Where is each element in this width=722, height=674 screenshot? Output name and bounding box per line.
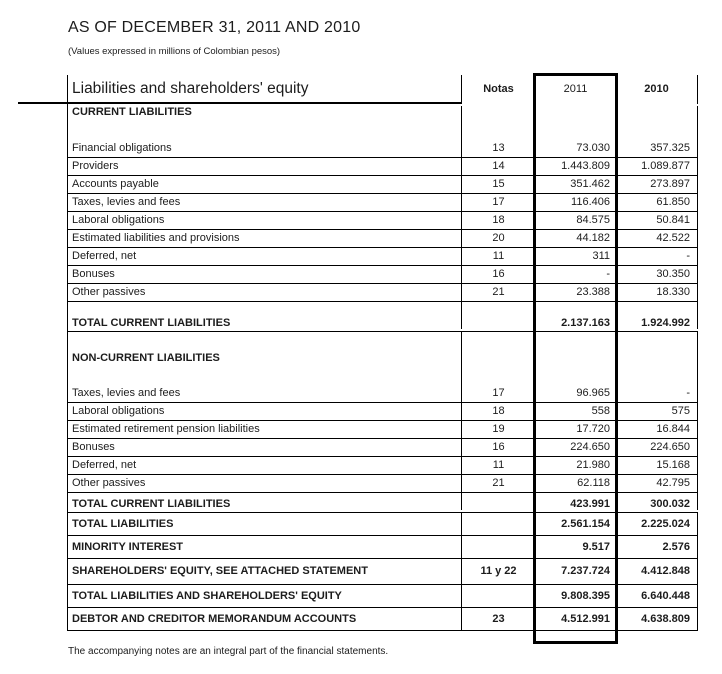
- row-label: Providers: [68, 158, 462, 175]
- row-label: TOTAL LIABILITIES AND SHAREHOLDERS' EQUITY: [68, 585, 462, 607]
- table-row: [68, 457, 698, 475]
- row-value-2010: 15.168: [616, 457, 698, 474]
- document-subtitle: (Values expressed in millions of Colombian pesos): [68, 46, 281, 57]
- row-value-2011: 7.237.724: [536, 559, 616, 584]
- row-notes: 21: [462, 475, 536, 492]
- row-label: TOTAL LIABILITIES: [68, 513, 462, 535]
- row-value-2011: 73.030: [536, 140, 616, 157]
- row-label: NON-CURRENT LIABILITIES: [68, 332, 462, 385]
- table-row-section: [68, 104, 698, 140]
- row-value-2010: 16.844: [616, 421, 698, 438]
- row-value-2010: 30.350: [616, 266, 698, 283]
- table-row: [68, 140, 698, 158]
- row-label: Laboral obligations: [68, 212, 462, 229]
- row-notes: 11: [462, 248, 536, 265]
- column-header-notes: Notas: [462, 75, 536, 104]
- row-label: Deferred, net: [68, 457, 462, 474]
- row-notes: 18: [462, 212, 536, 229]
- row-value-2011: [536, 106, 616, 140]
- row-value-2010: 300.032: [616, 493, 698, 510]
- row-notes: 23: [462, 608, 536, 630]
- row-notes: [462, 332, 536, 385]
- row-label: CURRENT LIABILITIES: [68, 106, 462, 140]
- row-notes: 19: [462, 421, 536, 438]
- row-notes: 13: [462, 140, 536, 157]
- row-notes: 17: [462, 385, 536, 402]
- row-value-2010: 1.089.877: [616, 158, 698, 175]
- balance-sheet-table: [67, 75, 698, 631]
- column-header-2011: 2011: [536, 75, 616, 104]
- row-value-2011: 84.575: [536, 212, 616, 229]
- row-label: DEBTOR AND CREDITOR MEMORANDUM ACCOUNTS: [68, 608, 462, 630]
- table-row-total: [68, 608, 698, 631]
- table-row: [68, 385, 698, 403]
- row-notes: 14: [462, 158, 536, 175]
- document-title: AS OF DECEMBER 31, 2011 AND 2010: [68, 19, 361, 36]
- row-label: Accounts payable: [68, 176, 462, 193]
- row-value-2011: 9.808.395: [536, 585, 616, 607]
- row-label: TOTAL CURRENT LIABILITIES: [68, 493, 462, 510]
- row-label: Other passives: [68, 284, 462, 301]
- table-row: [68, 248, 698, 266]
- row-notes: 20: [462, 230, 536, 247]
- document-footnote: The accompanying notes are an integral part of the financial statements.: [68, 646, 389, 657]
- table-row: [68, 421, 698, 439]
- row-notes: [462, 302, 536, 329]
- row-value-2011: 311: [536, 248, 616, 265]
- row-notes: [462, 106, 536, 140]
- table-row-total: [68, 302, 698, 332]
- row-label: MINORITY INTEREST: [68, 536, 462, 558]
- row-value-2011: 21.980: [536, 457, 616, 474]
- row-notes: 18: [462, 403, 536, 420]
- row-value-2011: 1.443.809: [536, 158, 616, 175]
- table-row-total: [68, 559, 698, 585]
- row-value-2010: 224.650: [616, 439, 698, 456]
- row-value-2011: 17.720: [536, 421, 616, 438]
- row-value-2011: 96.965: [536, 385, 616, 402]
- row-label: TOTAL CURRENT LIABILITIES: [68, 302, 462, 329]
- table-row: [68, 284, 698, 302]
- row-label: Bonuses: [68, 439, 462, 456]
- row-value-2010: [616, 106, 698, 140]
- row-notes: 16: [462, 439, 536, 456]
- row-value-2011: 9.517: [536, 536, 616, 558]
- row-label: Taxes, levies and fees: [68, 194, 462, 211]
- row-notes: [462, 513, 536, 535]
- row-value-2010: -: [616, 248, 698, 265]
- row-label: Bonuses: [68, 266, 462, 283]
- row-notes: [462, 536, 536, 558]
- table-row: [68, 176, 698, 194]
- left-margin-rule: [18, 102, 68, 104]
- row-label: Financial obligations: [68, 140, 462, 157]
- row-notes: 17: [462, 194, 536, 211]
- row-value-2010: 273.897: [616, 176, 698, 193]
- row-value-2010: 18.330: [616, 284, 698, 301]
- row-notes: [462, 585, 536, 607]
- row-value-2011: 23.388: [536, 284, 616, 301]
- row-value-2011: 224.650: [536, 439, 616, 456]
- row-label: Other passives: [68, 475, 462, 492]
- row-label: SHAREHOLDERS' EQUITY, SEE ATTACHED STATEMENT: [68, 559, 462, 584]
- table-row-total: [68, 585, 698, 608]
- row-value-2010: 42.522: [616, 230, 698, 247]
- row-value-2010: 6.640.448: [616, 585, 698, 607]
- row-value-2011: 2.561.154: [536, 513, 616, 535]
- row-value-2011: 2.137.163: [536, 302, 616, 329]
- row-notes: 21: [462, 284, 536, 301]
- row-value-2010: -: [616, 385, 698, 402]
- column-header-2010: 2010: [616, 75, 698, 104]
- row-value-2010: 357.325: [616, 140, 698, 157]
- table-row: [68, 212, 698, 230]
- row-label: Estimated liabilities and provisions: [68, 230, 462, 247]
- row-label: Estimated retirement pension liabilities: [68, 421, 462, 438]
- row-value-2010: 42.795: [616, 475, 698, 492]
- row-label: Deferred, net: [68, 248, 462, 265]
- table-row: [68, 266, 698, 284]
- row-value-2010: 50.841: [616, 212, 698, 229]
- row-value-2010: 4.412.848: [616, 559, 698, 584]
- row-value-2010: 2.225.024: [616, 513, 698, 535]
- table-row-total: [68, 536, 698, 559]
- table-row: [68, 403, 698, 421]
- row-notes: 11: [462, 457, 536, 474]
- row-value-2010: 1.924.992: [616, 302, 698, 329]
- row-value-2011: [536, 332, 616, 385]
- row-value-2011: 351.462: [536, 176, 616, 193]
- table-row: [68, 475, 698, 493]
- row-notes: [462, 493, 536, 510]
- row-notes: 16: [462, 266, 536, 283]
- row-value-2010: 575: [616, 403, 698, 420]
- row-value-2011: 4.512.991: [536, 608, 616, 630]
- row-label: Taxes, levies and fees: [68, 385, 462, 402]
- row-value-2011: 423.991: [536, 493, 616, 510]
- row-value-2010: 4.638.809: [616, 608, 698, 630]
- row-value-2011: -: [536, 266, 616, 283]
- row-value-2011: 116.406: [536, 194, 616, 211]
- table-row-total: [68, 513, 698, 536]
- table-row: [68, 158, 698, 176]
- row-value-2010: [616, 332, 698, 385]
- row-notes: 15: [462, 176, 536, 193]
- table-row-section: [68, 332, 698, 385]
- column-header-label: Liabilities and shareholders' equity: [68, 75, 462, 104]
- table-header-row: [68, 75, 698, 104]
- row-value-2011: 62.118: [536, 475, 616, 492]
- row-value-2010: 61.850: [616, 194, 698, 211]
- row-label: Laboral obligations: [68, 403, 462, 420]
- table-row-total: [68, 493, 698, 513]
- row-value-2011: 558: [536, 403, 616, 420]
- table-row: [68, 439, 698, 457]
- row-value-2010: 2.576: [616, 536, 698, 558]
- row-notes: 11 y 22: [462, 559, 536, 584]
- table-row: [68, 230, 698, 248]
- row-value-2011: 44.182: [536, 230, 616, 247]
- table-row: [68, 194, 698, 212]
